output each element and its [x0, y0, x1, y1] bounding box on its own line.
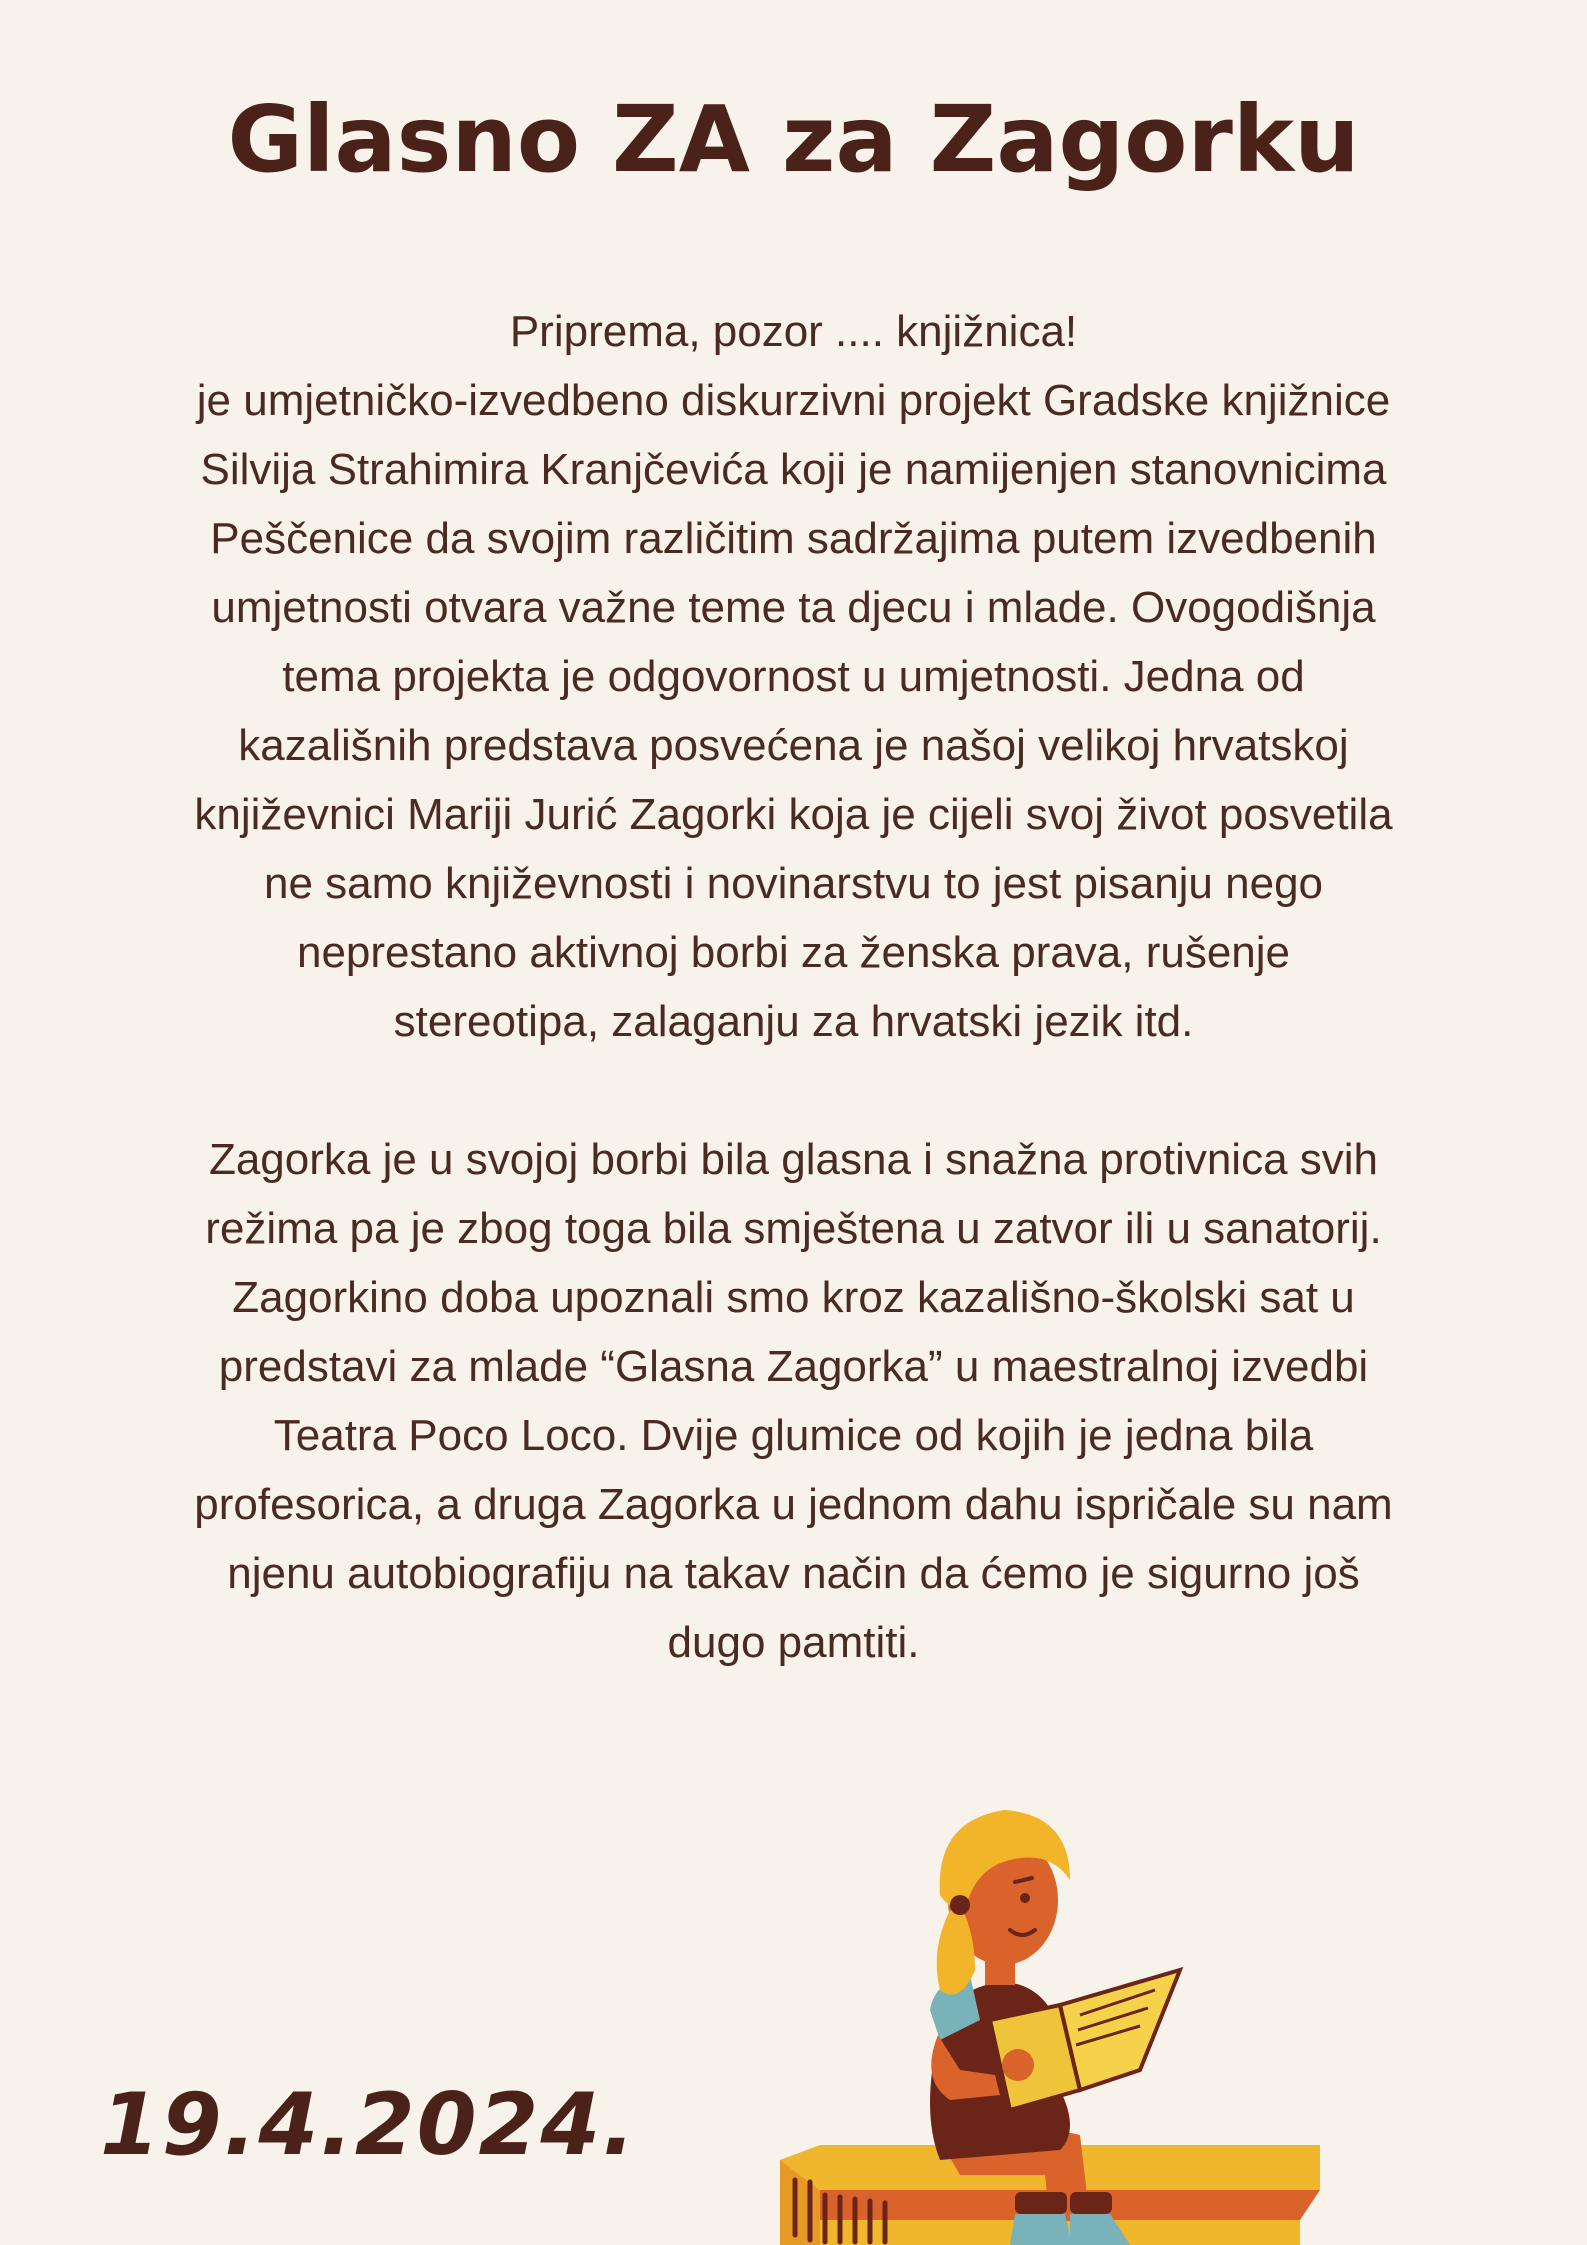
page-title: Glasno ZA za Zagorku	[227, 86, 1360, 193]
text-line: Peščenice da svojim različitim sadržajima putem izvedbenih	[210, 514, 1377, 563]
text-line: je umjetničko-izvedbeno diskurzivni projekt Gradske knjižnice	[196, 376, 1391, 425]
text-line: stereotipa, zalaganju za hrvatski jezik itd.	[393, 997, 1194, 1046]
text-line: Zagorkino doba upoznali smo kroz kazališno-školski sat u	[232, 1273, 1355, 1322]
text-line: dugo pamtiti.	[667, 1618, 920, 1667]
text-line: umjetnosti otvara važne teme ta djecu i mlade. Ovogodišnja	[211, 583, 1376, 632]
paragraph-intro	[60, 297, 1527, 1056]
text-line: tema projekta je odgovornost u umjetnosti. Jedna od	[282, 652, 1305, 701]
girl-reading-book-icon	[760, 1790, 1340, 2245]
text-line: njenu autobiografiju na takav način da ćemo je sigurno još	[227, 1549, 1360, 1598]
text-line: ne samo književnosti i novinarstvu to jest pisanju nego	[263, 859, 1324, 908]
text-line: književnici Mariji Jurić Zagorki koja je cijeli svoj život posvetila	[194, 790, 1393, 839]
event-date: 19.4.2024.	[100, 2075, 637, 2175]
text-line: režima pa je zbog toga bila smještena u zatvor ili u sanatorij.	[205, 1204, 1382, 1253]
text-line: neprestano aktivnoj borbi za ženska prava, rušenje	[296, 928, 1291, 977]
text-line: Zagorka je u svojoj borbi bila glasna i snažna protivnica svih	[208, 1135, 1379, 1184]
text-line: kazališnih predstava posvećena je našoj velikoj hrvatskoj	[238, 721, 1349, 770]
text-line: Priprema, pozor .... knjižnica!	[509, 307, 1078, 356]
text-line: predstavi za mlade “Glasna Zagorka” u maestralnoj izvedbi	[218, 1342, 1369, 1391]
text-line: Teatra Poco Loco. Dvije glumice od kojih je jedna bila	[273, 1411, 1314, 1460]
text-line: Silvija Strahimira Kranjčevića koji je namijenjen stanovnicima	[200, 445, 1387, 494]
paragraph-zagorka	[60, 1125, 1527, 1677]
text-line: profesorica, a druga Zagorka u jednom dahu ispričale su nam	[194, 1480, 1393, 1529]
